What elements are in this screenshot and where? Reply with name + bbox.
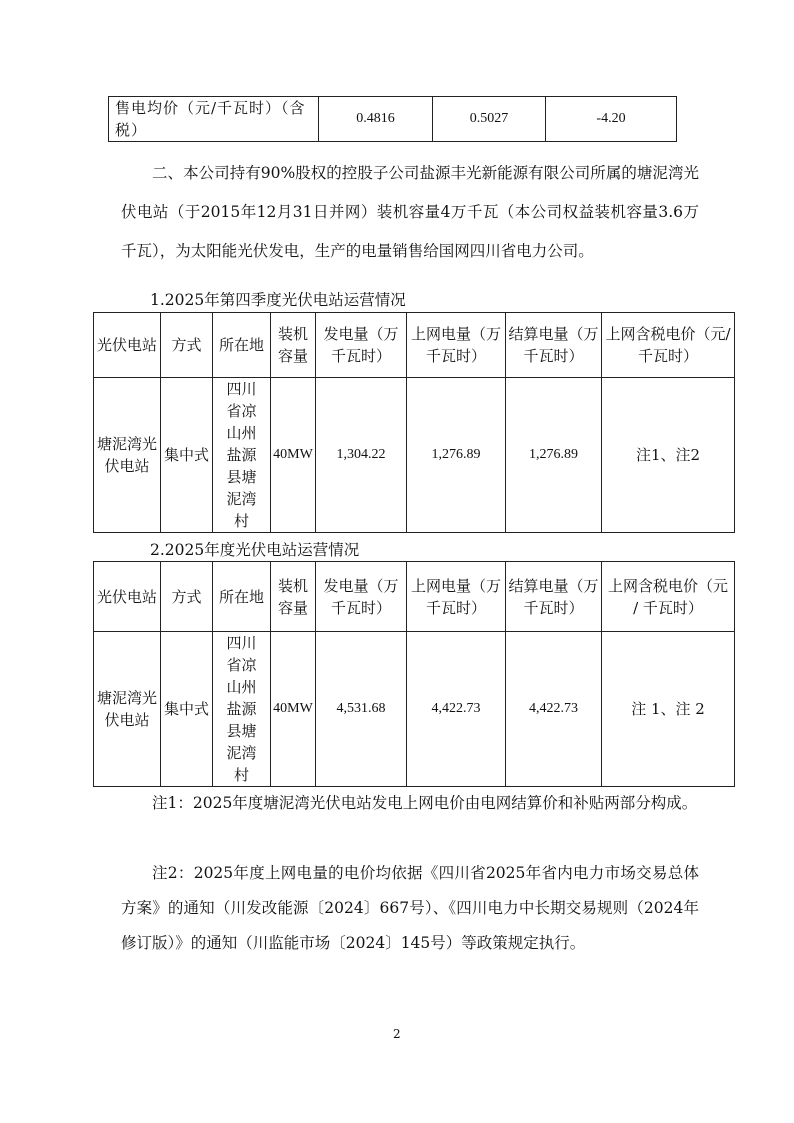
header-cell: 结算电量（万千瓦时） (506, 313, 602, 378)
settlement-cell: 4,422.73 (506, 632, 602, 787)
value-cell: 0.5027 (433, 97, 546, 142)
generation-cell: 1,304.22 (316, 378, 407, 533)
annual-operations-table (93, 561, 735, 787)
location-cell: 四川省凉山州盐源县塘泥湾村 (213, 632, 271, 787)
header-row (94, 313, 735, 378)
price-cell: 注1、注2 (602, 378, 735, 533)
header-cell: 上网含税电价（元 / 千瓦时） (602, 562, 735, 632)
header-cell: 装机容量 (271, 562, 316, 632)
row-label: 售电均价（元/千瓦时）（含税） (109, 97, 319, 142)
mode-cell: 集中式 (161, 378, 213, 533)
grid-cell: 4,422.73 (407, 632, 506, 787)
header-cell: 所在地 (213, 562, 271, 632)
page-number: 2 (393, 1027, 401, 1041)
header-cell: 装机容量 (271, 313, 316, 378)
header-cell: 方式 (161, 562, 213, 632)
price-cell: 注 1、注 2 (602, 632, 735, 787)
header-cell: 上网电量（万千瓦时） (407, 562, 506, 632)
header-cell: 所在地 (213, 313, 271, 378)
capacity-cell: 40MW (271, 378, 316, 533)
header-cell: 发电量（万千瓦时） (316, 313, 407, 378)
table-row (94, 632, 735, 787)
table-row (109, 97, 677, 142)
header-cell: 上网电量（万千瓦时） (407, 313, 506, 378)
generation-cell: 4,531.68 (316, 632, 407, 787)
note-2: 注2：2025年度上网电量的电价均依据《四川省2025年省内电力市场交易总体方案》的通知（川发改能源〔2024〕667号）、《四川电力中长期交易规则（2024年修订版）》的通知（川监能市场〔2024〕145号）等政策规定执行。 (121, 864, 699, 952)
location-cell: 四川省凉山州盐源县塘泥湾村 (213, 378, 271, 533)
station-cell: 塘泥湾光伏电站 (94, 378, 161, 533)
q4-operations-table (93, 312, 735, 533)
table-row (94, 378, 735, 533)
station-cell: 塘泥湾光伏电站 (94, 632, 161, 787)
header-cell: 光伏电站 (94, 313, 161, 378)
value-cell: 0.4816 (319, 97, 433, 142)
section2-title: 2.2025年度光伏电站运营情况 (150, 541, 360, 559)
section1-title: 1.2025年第四季度光伏电站运营情况 (150, 291, 406, 309)
header-row (94, 562, 735, 632)
header-cell: 结算电量（万千瓦时） (506, 562, 602, 632)
settlement-cell: 1,276.89 (506, 378, 602, 533)
price-table (108, 96, 677, 142)
mode-cell: 集中式 (161, 632, 213, 787)
header-cell: 上网含税电价（元/千瓦时） (602, 313, 735, 378)
intro-paragraph: 二、本公司持有90%股权的控股子公司盐源丰光新能源有限公司所属的塘泥湾光伏电站（于2015年12月31日并网）装机容量4万千瓦（本公司权益装机容量3.6万千瓦），为太阳能光伏发电，生产的电量销售给国网四川省电力公司。 (121, 164, 699, 260)
capacity-cell: 40MW (271, 632, 316, 787)
header-cell: 发电量（万千瓦时） (316, 562, 407, 632)
note-1: 注1：2025年度塘泥湾光伏电站发电上网电价由电网结算价和补贴两部分构成。 (152, 794, 698, 812)
header-cell: 方式 (161, 313, 213, 378)
change-cell: -4.20 (546, 97, 677, 142)
grid-cell: 1,276.89 (407, 378, 506, 533)
header-cell: 光伏电站 (94, 562, 161, 632)
